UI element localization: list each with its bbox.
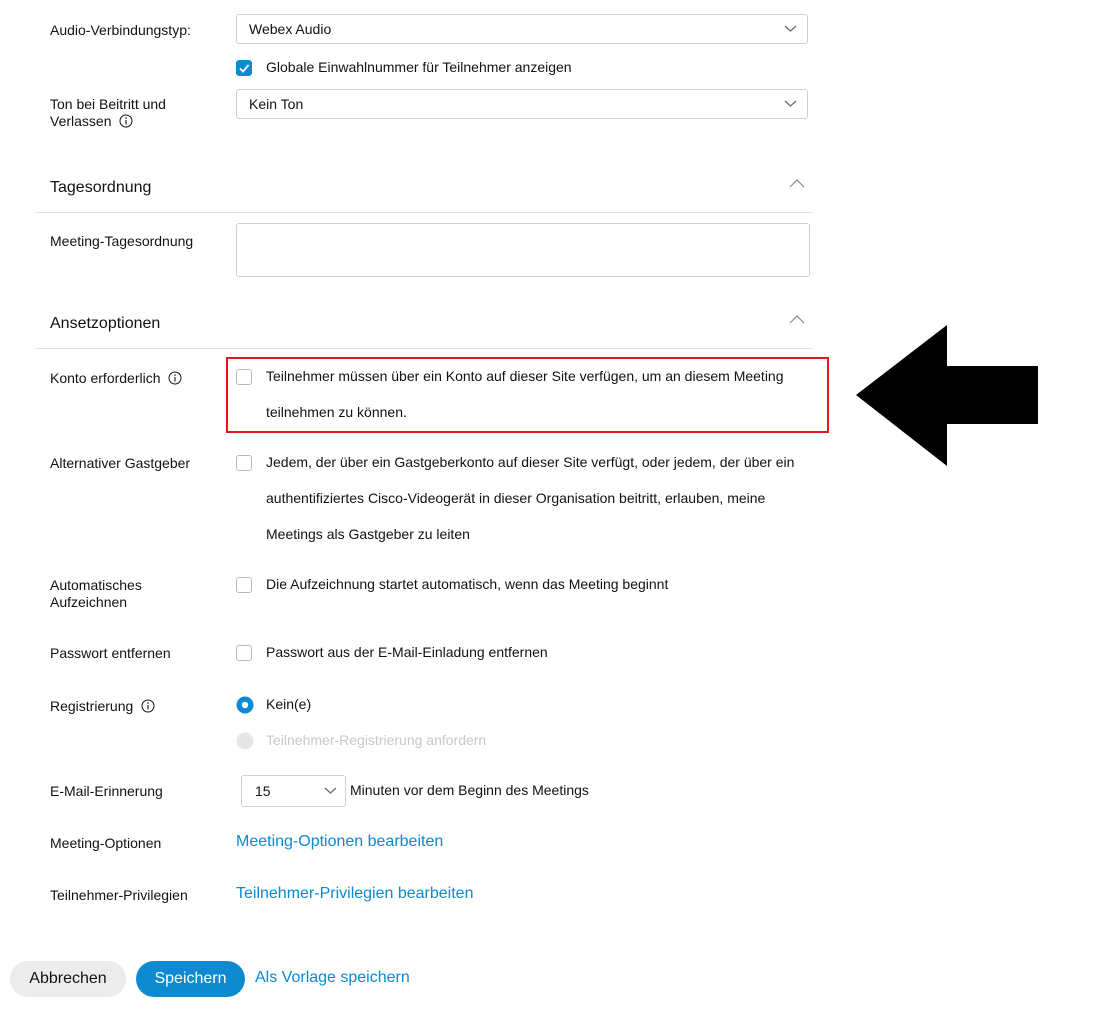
participant-privileges-label: Teilnehmer-Privilegien	[50, 887, 188, 903]
email-reminder-select[interactable]	[241, 775, 346, 807]
options-section-title: Ansetzoptionen	[50, 315, 161, 332]
info-icon[interactable]	[119, 114, 133, 128]
chevron-up-icon[interactable]	[789, 178, 805, 188]
account-required-label	[50, 370, 182, 387]
registration-require-radio	[236, 732, 254, 750]
alt-host-label: Alternativer Gastgeber	[50, 455, 191, 471]
global-dialin-label: Globale Einwahlnummer für Teilnehmer anzeigen	[266, 59, 572, 75]
cancel-button[interactable]: Abbrechen	[10, 961, 126, 997]
info-icon[interactable]	[168, 371, 182, 385]
chevron-up-icon[interactable]	[789, 314, 805, 324]
tone-label	[50, 96, 166, 130]
remove-password-text: Passwort aus der E-Mail-Einladung entfernen	[266, 644, 548, 660]
audio-type-select[interactable]	[236, 14, 808, 44]
email-reminder-suffix: Minuten vor dem Beginn des Meetings	[350, 782, 589, 798]
audio-type-label: Audio-Verbindungstyp:	[50, 22, 191, 38]
email-reminder-label: E-Mail-Erinnerung	[50, 783, 163, 799]
registration-none-text: Kein(e)	[266, 696, 312, 712]
chevron-down-icon	[784, 99, 797, 108]
account-required-checkbox[interactable]	[236, 369, 252, 385]
registration-none-radio[interactable]	[236, 696, 254, 714]
options-divider	[35, 348, 813, 349]
tone-label-line1: Ton bei Beitritt und	[50, 96, 166, 112]
agenda-divider	[35, 212, 813, 213]
remove-password-checkbox[interactable]	[236, 645, 252, 661]
registration-text-label: Registrierung	[50, 698, 134, 714]
save-button[interactable]: Speichern	[136, 961, 245, 997]
chevron-down-icon	[784, 24, 797, 33]
agenda-textarea[interactable]	[236, 223, 810, 277]
alt-host-text: Jedem, der über ein Gastgeberkonto auf dieser Site verfügt, oder jedem, der über ein authentifiziertes Cisco-Videogerät in dieser Organisation beitritt, erlauben, meine Meetings als Gastgeber zu leiten	[266, 454, 795, 542]
registration-label	[50, 698, 155, 715]
agenda-section-title: Tagesordnung	[50, 179, 152, 196]
alt-host-checkbox[interactable]	[236, 455, 252, 471]
meeting-options-label: Meeting-Optionen	[50, 835, 162, 851]
info-icon[interactable]	[141, 699, 155, 713]
auto-record-label-line2: Aufzeichnen	[50, 594, 128, 610]
tone-select[interactable]	[236, 89, 808, 119]
save-template-link[interactable]: Als Vorlage speichern	[255, 969, 410, 986]
tone-label-line2: Verlassen	[50, 113, 112, 129]
auto-record-checkbox[interactable]	[236, 577, 252, 593]
agenda-field-label: Meeting-Tagesordnung	[50, 233, 194, 249]
account-required-text-label: Konto erforderlich	[50, 370, 161, 386]
left-arrow-icon	[856, 325, 1038, 466]
participant-privileges-link[interactable]: Teilnehmer-Privilegien bearbeiten	[236, 885, 474, 902]
chevron-down-icon	[324, 786, 337, 795]
auto-record-text: Die Aufzeichnung startet automatisch, wenn das Meeting beginnt	[266, 576, 669, 592]
meeting-options-link[interactable]: Meeting-Optionen bearbeiten	[236, 833, 444, 850]
auto-record-label-line1: Automatisches	[50, 577, 142, 593]
auto-record-label	[50, 577, 142, 611]
email-reminder-value: 15	[255, 783, 271, 799]
audio-type-value: Webex Audio	[249, 21, 332, 37]
account-required-text: Teilnehmer müssen über ein Konto auf dieser Site verfügen, um an diesem Meeting teilnehmen zu können.	[266, 368, 784, 420]
global-dialin-checkbox[interactable]	[236, 60, 252, 76]
remove-password-label: Passwort entfernen	[50, 645, 171, 661]
registration-require-text: Teilnehmer-Registrierung anfordern	[266, 732, 487, 748]
tone-label-line2-wrap	[50, 113, 166, 130]
checkmark-icon	[237, 61, 251, 75]
tone-value: Kein Ton	[249, 96, 304, 112]
